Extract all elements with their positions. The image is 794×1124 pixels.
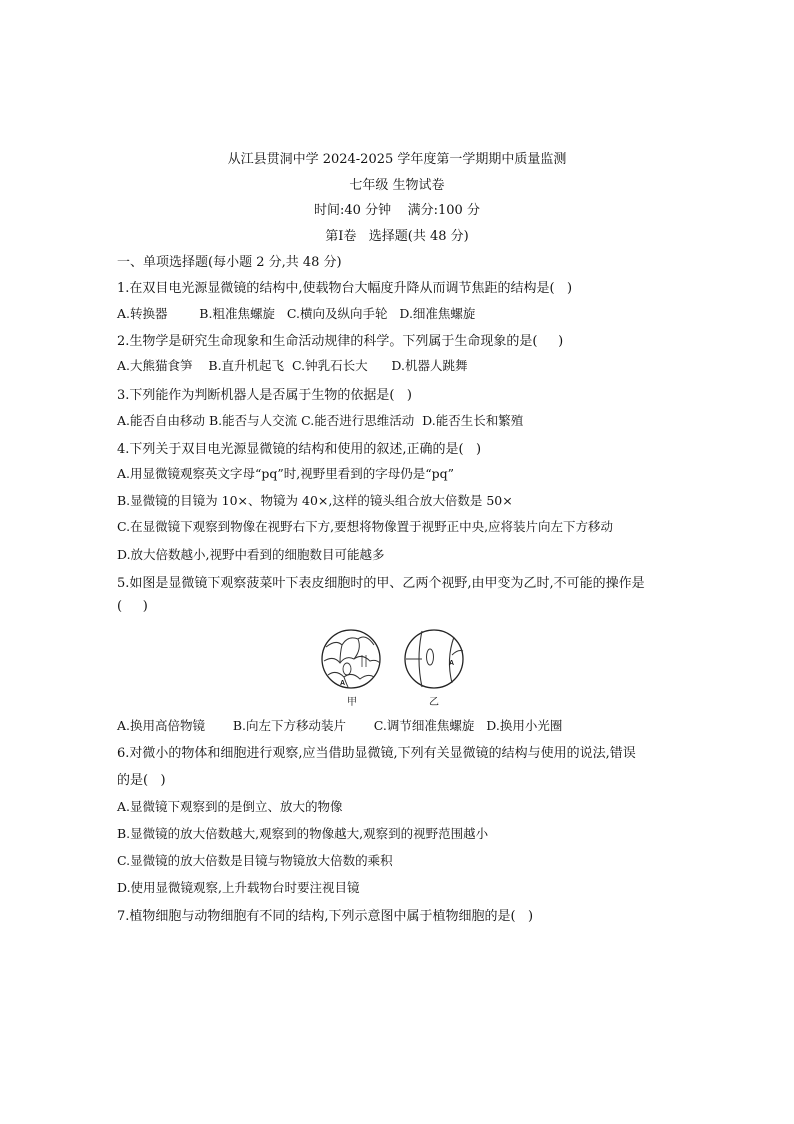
question-5-options: A.换用高倍物镜 B.向左下方移动装片 C.调节细准焦螺旋 D.换用小光圈 <box>117 718 563 733</box>
question-5: 5.如图是显微镜下观察菠菜叶下表皮细胞时的甲、乙两个视野,由甲变为乙时,不可能的操作是 <box>117 576 645 591</box>
question-6-option-a: A.显微镜下观察到的是倒立、放大的物像 <box>117 799 343 814</box>
question-1-options: A.转换器 B.粗准焦螺旋 C.横向及纵向手轮 D.细准焦螺旋 <box>117 306 476 321</box>
question-4-option-a: A.用显微镜观察英文字母“pq”时,视野里看到的字母仍是“pq” <box>117 466 455 481</box>
figure-caption-yi: 乙 <box>429 697 439 708</box>
microscope-fields-figure <box>318 625 478 710</box>
question-6: 6.对微小的物体和细胞进行观察,应当借助显微镜,下列有关显微镜的结构与使用的说法,错误 <box>117 746 636 761</box>
section-heading: 一、单项选择题(每小题 2 分,共 48 分) <box>117 255 342 270</box>
part-heading: 第Ⅰ卷 选择题(共 48 分) <box>325 229 469 244</box>
question-6-option-d: D.使用显微镜观察,上升载物台时要注视目镜 <box>117 880 360 895</box>
question-7: 7.植物细胞与动物细胞有不同的结构,下列示意图中属于植物细胞的是( ) <box>117 909 534 924</box>
figure-caption-jia: 甲 <box>347 697 357 708</box>
question-6-option-c: C.显微镜的放大倍数是目镜与物镜放大倍数的乘积 <box>117 853 393 868</box>
question-4-option-d: D.放大倍数越小,视野中看到的细胞数目可能越多 <box>117 547 385 562</box>
question-6-cont: 的是( ) <box>117 773 166 788</box>
question-3-options: A.能否自由移动 B.能否与人交流 C.能否进行思维活动 D.能否生长和繁殖 <box>117 413 524 428</box>
field-yi <box>405 630 463 688</box>
time-score: 时间:40 分钟 满分:100 分 <box>314 203 480 218</box>
question-3: 3.下列能作为判断机器人是否属于生物的依据是( ) <box>117 388 412 403</box>
question-4: 4.下列关于双目电光源显微镜的结构和使用的叙述,正确的是( ) <box>117 442 482 457</box>
question-2-options: A.大熊猫食笋 B.直升机起飞 C.钟乳石长大 D.机器人跳舞 <box>117 358 468 373</box>
question-5-bracket: ( ) <box>117 599 148 614</box>
question-6-option-b: B.显微镜的放大倍数越大,观察到的物像越大,观察到的视野范围越小 <box>117 826 489 841</box>
field-jia <box>322 630 380 688</box>
question-4-option-c: C.在显微镜下观察到物像在视野右下方,要想将物像置于视野正中央,应将装片向左下方移动 <box>117 519 614 534</box>
question-2: 2.生物学是研究生命现象和生命活动规律的科学。下列属于生命现象的是( ) <box>117 334 564 349</box>
question-4-option-b: B.显微镜的目镜为 10×、物镜为 40×,这样的镜头组合放大倍数是 50× <box>117 493 513 508</box>
question-1: 1.在双目电光源显微镜的结构中,使载物台大幅度升降从而调节焦距的结构是( ) <box>117 281 573 296</box>
figure-label-a-left: A <box>340 680 346 687</box>
figure-label-a-right: A <box>449 660 455 667</box>
grade-subject: 七年级 生物试卷 <box>349 178 445 193</box>
exam-title: 从江县贯洞中学 2024-2025 学年度第一学期期中质量监测 <box>227 152 567 167</box>
